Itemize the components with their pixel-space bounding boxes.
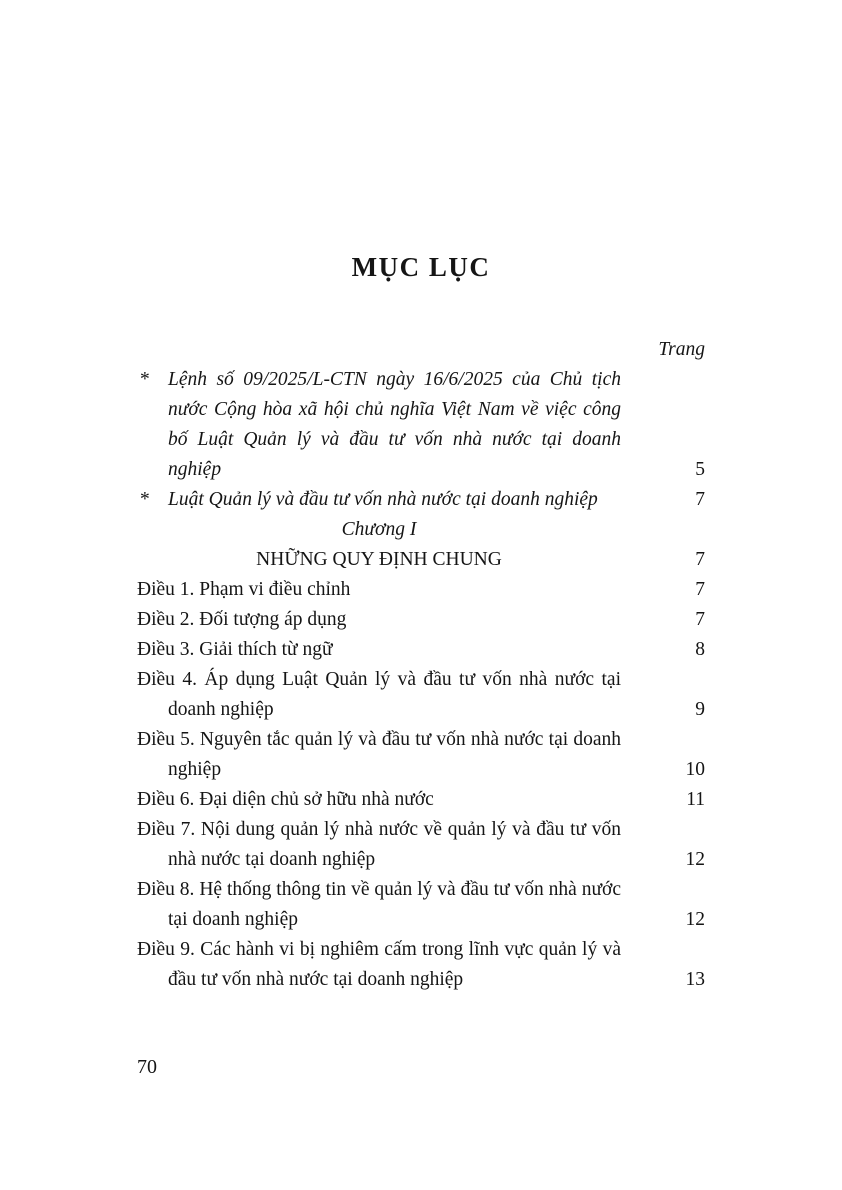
toc-article	[137, 725, 705, 785]
toc-article	[137, 815, 705, 875]
toc-entry-page: 13	[685, 969, 705, 990]
toc-article	[137, 575, 705, 605]
toc-entry-text: Điều 5. Nguyên tắc quản lý và đầu tư vốn nhà nước tại doanh nghiệp	[137, 729, 621, 780]
chapter-label-text: Chương I	[341, 519, 417, 540]
toc-entry-text: Điều 6. Đại diện chủ sở hữu nhà nước	[137, 789, 434, 810]
toc-entry-page: 5	[695, 459, 705, 480]
toc-article	[137, 935, 705, 995]
toc-entry-text: Điều 7. Nội dung quản lý nhà nước về quản lý và đầu tư vốn nhà nước tại doanh nghiệp	[137, 819, 621, 870]
toc-front-item	[137, 485, 705, 515]
chapter-title-page: 7	[695, 549, 705, 570]
toc-entry-text: Điều 9. Các hành vi bị nghiêm cấm trong lĩnh vực quản lý và đầu tư vốn nhà nước tại doanh nghiệp	[137, 939, 621, 990]
toc-front-item	[137, 365, 705, 485]
toc-entry-page: 9	[695, 699, 705, 720]
toc-entry-text: Điều 4. Áp dụng Luật Quản lý và đầu tư vốn nhà nước tại doanh nghiệp	[137, 669, 621, 720]
toc-entry-text: Điều 3. Giải thích từ ngữ	[137, 639, 333, 660]
toc-entry-page: 12	[685, 909, 705, 930]
toc-entry-text: Lệnh số 09/2025/L-CTN ngày 16/6/2025 của Chủ tịch nước Cộng hòa xã hội chủ nghĩa Việt Nam về việc công bố Luật Quản lý và đầu tư vốn nhà nước tại doanh nghiệp	[168, 369, 621, 480]
toc-entry-page: 7	[695, 489, 705, 510]
toc-article	[137, 635, 705, 665]
toc-entry-page: 11	[686, 789, 705, 810]
footer-page-number: 70	[137, 1056, 157, 1078]
toc-entry-page: 10	[685, 759, 705, 780]
toc-article	[137, 875, 705, 935]
toc-entry-text: Luật Quản lý và đầu tư vốn nhà nước tại doanh nghiệp	[168, 489, 598, 510]
toc-article	[137, 605, 705, 635]
toc-entry-page: 7	[695, 579, 705, 600]
toc-entry-page: 12	[685, 849, 705, 870]
chapter-title	[137, 545, 705, 575]
toc-entry-text: Điều 8. Hệ thống thông tin về quản lý và đầu tư vốn nhà nước tại doanh nghiệp	[137, 879, 621, 930]
asterisk-marker: *	[140, 369, 150, 390]
page-title: MỤC LỤC	[351, 252, 491, 282]
chapter-title-text: NHỮNG QUY ĐỊNH CHUNG	[256, 549, 502, 570]
toc-entry-page: 7	[695, 609, 705, 630]
toc-entry-page: 8	[695, 639, 705, 660]
chapter-label	[137, 515, 705, 545]
toc-article	[137, 665, 705, 725]
toc-entry-text: Điều 2. Đối tượng áp dụng	[137, 609, 347, 630]
page-column-header: Trang	[658, 339, 705, 360]
toc-entry-text: Điều 1. Phạm vi điều chỉnh	[137, 579, 351, 600]
toc-article	[137, 785, 705, 815]
asterisk-marker: *	[140, 489, 150, 510]
